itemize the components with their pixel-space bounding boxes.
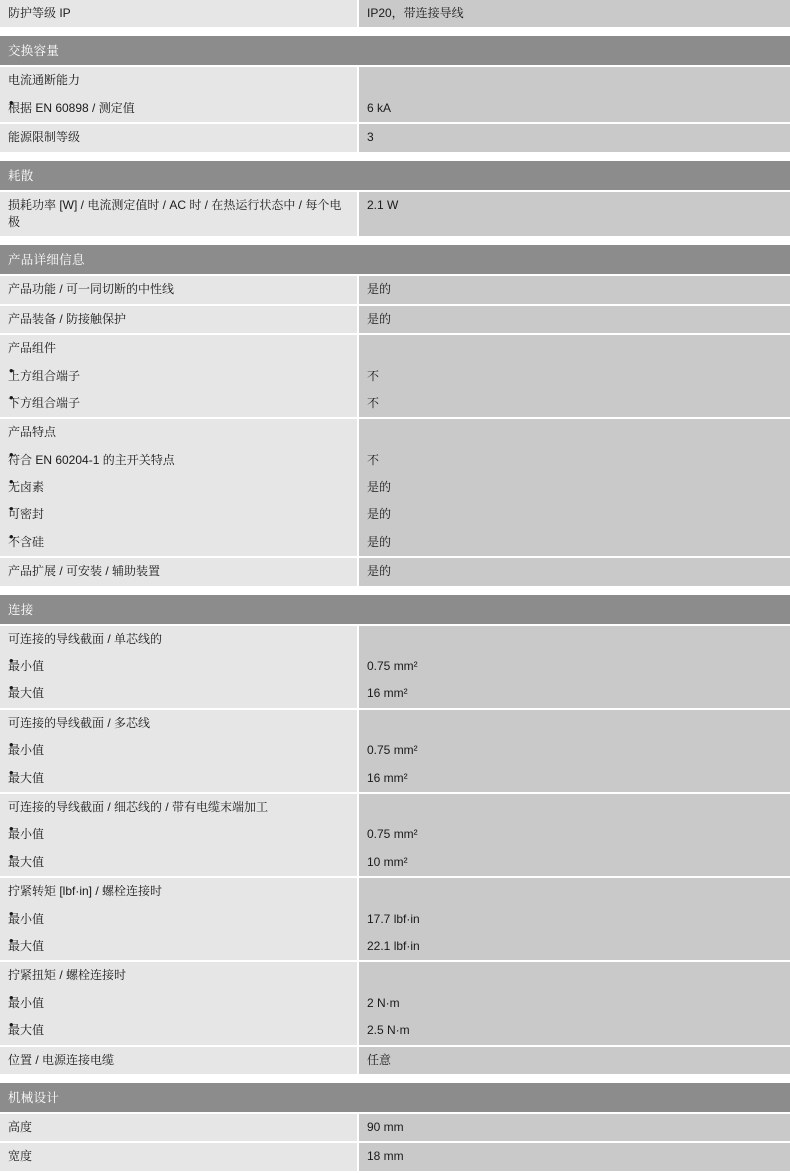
spec-value (358, 501, 790, 528)
spec-label (0, 877, 358, 905)
spec-value-text: 是的 (367, 311, 392, 326)
spec-value-text: 不 (367, 452, 380, 467)
section-header-label-text: 交换容量 (8, 44, 60, 59)
section-header-label (0, 36, 790, 66)
section-header-label (0, 161, 790, 191)
spec-value-text: 是的 (367, 480, 392, 495)
spec-label (0, 305, 358, 334)
table-spacer-cell (0, 587, 790, 595)
table-spacer-row (0, 153, 790, 161)
spec-value (358, 765, 790, 793)
spec-value-text: 是的 (367, 282, 392, 297)
spec-value-text: 是的 (367, 534, 392, 549)
spec-label-text: 产品特点 (8, 425, 57, 440)
spec-label-text: 最大值 (8, 1023, 45, 1038)
table-row (0, 275, 790, 304)
table-row (0, 653, 790, 680)
table-spacer-cell (0, 237, 790, 245)
table-row (0, 363, 790, 390)
spec-value-text: 不 (367, 368, 380, 383)
table-row (0, 625, 790, 653)
spec-label-text: 高度 (8, 1119, 33, 1134)
spec-label-text: 最大值 (8, 938, 45, 953)
spec-label (0, 990, 358, 1017)
table-row (0, 305, 790, 334)
spec-label (0, 275, 358, 304)
spec-value-text: 2 N·m (367, 995, 400, 1010)
spec-label-text: 损耗功率 [W] / 电流测定值时 / AC 时 / 在热运行状态中 / 每个电极 (8, 197, 342, 229)
spec-label (0, 501, 358, 528)
spec-label-text: 可连接的导线截面 / 多芯线 (8, 715, 151, 730)
table-spacer-row (0, 237, 790, 245)
table-row (0, 961, 790, 989)
spec-label-text: 无卤素 (8, 480, 45, 495)
table-row (0, 123, 790, 152)
table-row (0, 95, 790, 123)
spec-label (0, 961, 358, 989)
spec-value-text: 16 mm² (367, 686, 408, 701)
spec-value (358, 66, 790, 94)
spec-label-text: 电流通断能力 (8, 73, 81, 88)
table-row (0, 334, 790, 362)
spec-label (0, 191, 358, 238)
table-row (0, 793, 790, 821)
spec-value-text: 是的 (367, 507, 392, 522)
spec-value (358, 191, 790, 238)
spec-value-text: 是的 (367, 564, 392, 579)
spec-label (0, 793, 358, 821)
spec-value (358, 390, 790, 418)
section-header-row (0, 245, 790, 275)
spec-value-text: 2.5 N·m (367, 1023, 410, 1038)
spec-label (0, 933, 358, 961)
spec-label-text: 产品组件 (8, 341, 57, 356)
spec-label (0, 529, 358, 557)
spec-label-text: 最小值 (8, 827, 45, 842)
spec-label (0, 653, 358, 680)
spec-value (358, 305, 790, 334)
table-row (0, 557, 790, 586)
spec-label-text: 不含硅 (8, 534, 45, 549)
spec-value (358, 961, 790, 989)
table-row (0, 418, 790, 446)
spec-label-text: 符合 EN 60204-1 的主开关特点 (8, 452, 175, 467)
spec-value (358, 1142, 790, 1171)
table-row (0, 1017, 790, 1045)
spec-value-text: 17.7 lbf·in (367, 911, 420, 926)
spec-label (0, 906, 358, 933)
spec-value (358, 123, 790, 152)
spec-label (0, 0, 358, 28)
spec-value (358, 418, 790, 446)
spec-value-text: 2.1 W (367, 197, 399, 212)
section-header-label (0, 245, 790, 275)
table-row (0, 877, 790, 905)
section-header-label-text: 连接 (8, 602, 34, 617)
spec-value-text: 0.75 mm² (367, 659, 418, 674)
spec-value (358, 933, 790, 961)
spec-value-text: 16 mm² (367, 770, 408, 785)
section-header-label (0, 595, 790, 625)
spec-value (358, 990, 790, 1017)
table-row (0, 390, 790, 418)
spec-label-text: 根据 EN 60898 / 测定值 (8, 100, 135, 115)
spec-label-text: 拧紧转矩 [lbf·in] / 螺栓连接时 (8, 884, 163, 899)
spec-value (358, 1017, 790, 1045)
table-row (0, 474, 790, 501)
spec-value (358, 906, 790, 933)
spec-value-text: 10 mm² (367, 854, 408, 869)
table-spacer-row (0, 28, 790, 36)
spec-label-text: 产品扩展 / 可安装 / 辅助装置 (8, 564, 161, 579)
spec-label (0, 1142, 358, 1171)
spec-value (358, 1113, 790, 1142)
spec-value (358, 877, 790, 905)
table-spacer-cell (0, 153, 790, 161)
section-header-row (0, 1083, 790, 1113)
spec-label-text: 产品装备 / 防接触保护 (8, 311, 127, 326)
section-header-row (0, 36, 790, 66)
spec-value-text: 18 mm (367, 1149, 404, 1164)
table-row (0, 0, 790, 28)
spec-label (0, 821, 358, 848)
spec-label (0, 737, 358, 764)
table-spacer-row (0, 1075, 790, 1083)
spec-value-text: 90 mm (367, 1119, 404, 1134)
spec-label (0, 765, 358, 793)
spec-value-text: 任意 (367, 1052, 392, 1067)
table-spacer-cell (0, 1075, 790, 1083)
spec-label (0, 709, 358, 737)
table-spacer-row (0, 587, 790, 595)
spec-value (358, 275, 790, 304)
spec-value (358, 363, 790, 390)
spec-label (0, 625, 358, 653)
spec-value (358, 821, 790, 848)
table-spacer-cell (0, 28, 790, 36)
spec-label-text: 可连接的导线截面 / 单芯线的 (8, 631, 163, 646)
spec-label (0, 95, 358, 123)
spec-label-text: 下方组合端子 (8, 395, 81, 410)
spec-label (0, 418, 358, 446)
table-row (0, 765, 790, 793)
spec-label-text: 拧紧扭矩 / 螺栓连接时 (8, 968, 127, 983)
spec-label-text: 产品功能 / 可一同切断的中性线 (8, 282, 175, 297)
spec-value-text: 不 (367, 395, 380, 410)
spec-value (358, 709, 790, 737)
section-header-row (0, 161, 790, 191)
table-row (0, 990, 790, 1017)
spec-label-text: 可密封 (8, 507, 45, 522)
spec-label-text: 位置 / 电源连接电缆 (8, 1052, 115, 1067)
spec-label (0, 849, 358, 877)
spec-label (0, 1113, 358, 1142)
spec-label (0, 447, 358, 474)
spec-value (358, 653, 790, 680)
spec-label-text: 可连接的导线截面 / 细芯线的 / 带有电缆末端加工 (8, 799, 269, 814)
table-row (0, 191, 790, 238)
spec-label-text: 最大值 (8, 854, 45, 869)
spec-label (0, 363, 358, 390)
spec-label-text: 最大值 (8, 686, 45, 701)
table-row (0, 1142, 790, 1171)
spec-label (0, 123, 358, 152)
spec-value-text: 6 kA (367, 100, 392, 115)
spec-label-text: 宽度 (8, 1149, 33, 1164)
spec-label (0, 1017, 358, 1045)
spec-value-text: 0.75 mm² (367, 827, 418, 842)
table-row (0, 447, 790, 474)
spec-value (358, 1046, 790, 1075)
spec-value-text: 0.75 mm² (367, 743, 418, 758)
spec-value (358, 625, 790, 653)
spec-label-text: 最小值 (8, 659, 45, 674)
spec-label-text: 上方组合端子 (8, 368, 81, 383)
spec-value (358, 0, 790, 28)
table-row (0, 501, 790, 528)
spec-value (358, 95, 790, 123)
spec-label-text: 防护等级 IP (8, 6, 71, 20)
section-header-label-text: 耗散 (8, 168, 34, 183)
spec-value (358, 447, 790, 474)
table-row (0, 680, 790, 708)
table-row (0, 821, 790, 848)
spec-label (0, 66, 358, 94)
spec-value (358, 529, 790, 557)
spec-value-text: 3 (367, 130, 374, 145)
spec-value (358, 557, 790, 586)
spec-label (0, 1046, 358, 1075)
table-row (0, 66, 790, 94)
spec-label (0, 680, 358, 708)
table-row (0, 1046, 790, 1075)
spec-label (0, 557, 358, 586)
section-header-label-text: 机械设计 (8, 1090, 60, 1105)
table-row (0, 1113, 790, 1142)
spec-value (358, 474, 790, 501)
table-row (0, 933, 790, 961)
spec-value (358, 334, 790, 362)
spec-value-text: IP20，带连接导线 (367, 6, 464, 20)
table-row (0, 906, 790, 933)
spec-label-text: 最小值 (8, 743, 45, 758)
spec-value (358, 793, 790, 821)
spec-label (0, 474, 358, 501)
spec-label-text: 能源限制等级 (8, 130, 81, 145)
table-row (0, 737, 790, 764)
spec-label-text: 最小值 (8, 911, 45, 926)
spec-label (0, 390, 358, 418)
section-header-row (0, 595, 790, 625)
spec-value (358, 737, 790, 764)
spec-label-text: 最小值 (8, 995, 45, 1010)
section-header-label (0, 1083, 790, 1113)
spec-value (358, 849, 790, 877)
section-header-label-text: 产品详细信息 (8, 253, 85, 268)
table-row (0, 709, 790, 737)
table-row (0, 849, 790, 877)
spec-value-text: 22.1 lbf·in (367, 938, 420, 953)
table-row (0, 529, 790, 557)
spec-label-text: 最大值 (8, 770, 45, 785)
spec-value (358, 680, 790, 708)
spec-label (0, 334, 358, 362)
